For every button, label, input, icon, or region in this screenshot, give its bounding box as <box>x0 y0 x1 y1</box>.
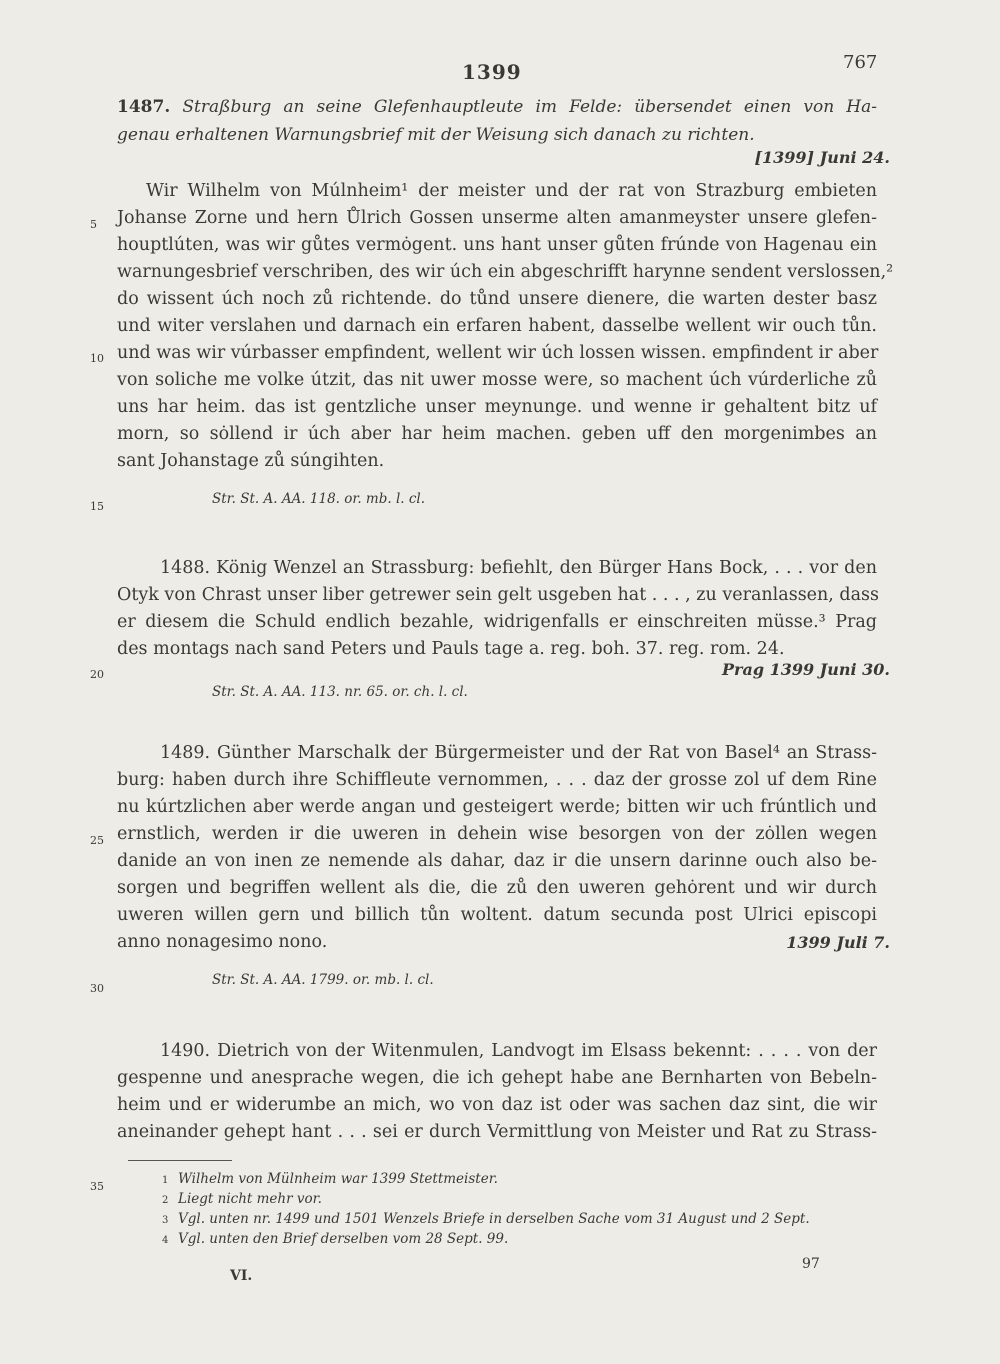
entry-1489-date: 1399 Juli 7. <box>786 933 890 952</box>
entry-1487-body-line: warnungesbrief verschriben, des wir úch ein abgeschrifft harynne sendent verslossen,² <box>117 262 894 282</box>
entry-1489-body-line: sorgen und begriffen wellent als die, die zů den uweren gehȯrent und wir durch <box>117 878 877 898</box>
entry-heading-text: Straßburg an seine Glefenhauptleute im Felde: übersendet einen von Ha- <box>182 97 877 117</box>
entry-1490-body-line: 1490. Dietrich von der Witenmulen, Landvogt im Elsass bekennt: . . . . von der <box>160 1041 877 1061</box>
entry-1487-heading-line-2: genau erhaltenen Warnungsbrief mit der Weisung sich danach zu richten. <box>117 125 755 145</box>
entry-1488-source: Str. St. A. AA. 113. nr. 65. or. ch. l. cl. <box>212 684 468 700</box>
margin-line-number: 20 <box>90 668 104 681</box>
footnote-text: Wilhelm von Mülnheim war 1399 Stettmeister. <box>178 1171 498 1187</box>
entry-1489-body-line: ernstlich, werden ir die uweren in dehein wise besorgen von der zȯllen wegen <box>117 824 877 844</box>
footnote <box>162 1211 810 1227</box>
entry-1489-body-line: uweren willen gern und billich tůn woltent. datum secunda post Ulrici episcopi <box>117 905 877 925</box>
margin-line-number: 25 <box>90 834 104 847</box>
entry-1488-date: Prag 1399 Juni 30. <box>721 660 890 679</box>
footnote <box>162 1191 322 1207</box>
entry-1487-body-line: morn, so sȯllend ir úch aber har heim machen. geben uff den morgenimbes an <box>117 424 877 444</box>
footnote-mark: 4 <box>162 1235 169 1246</box>
sheet-number: 97 <box>802 1256 820 1272</box>
margin-line-number: 5 <box>90 218 97 231</box>
margin-line-number: 15 <box>90 500 104 513</box>
entry-1487-body-line: do wissent úch noch zů richtende. do tůnd unsere dienere, die warten dester basz <box>117 289 877 309</box>
entry-1490-body-line: heim und er widerumbe an mich, wo von daz ist oder was sachen daz sint, die wir <box>117 1095 877 1115</box>
entry-1489-body-line: anno nonagesimo nono. <box>117 932 328 952</box>
entry-1489-body-line: burg: haben durch ihre Schiffleute vernommen, . . . daz der grosse zol uf dem Rine <box>117 770 877 790</box>
page-number: 767 <box>843 52 878 73</box>
entry-1490-body-line: gespenne und anesprache wegen, die ich gehept habe ane Bernharten von Bebeln- <box>117 1068 877 1088</box>
margin-line-number: 10 <box>90 352 104 365</box>
entry-1487-body-line: Johanse Zorne und hern Ůlrich Gossen unserme alten amanmeyster unsere glefen- <box>117 208 877 228</box>
footnote-mark: 1 <box>162 1175 169 1186</box>
entry-1489-body-line: danide an von inen ze nemende als dahar, daz ir die unsern darinne ouch also be- <box>117 851 877 871</box>
entry-number: 1487. <box>117 97 171 117</box>
entry-1487-body-line: houptlúten, was wir gůtes vermȯgent. uns hant unser gůten frúnde von Hagenau ein <box>117 235 877 255</box>
entry-1487-body-line: und was wir vúrbasser empfindent, wellent wir úch lossen wissen. empfindent ir aber <box>117 343 879 363</box>
signature-mark: VI. <box>230 1268 253 1284</box>
entry-1487-body-line: von soliche me volke útzit, das nit uwer mosse were, so machent úch vúrderliche zů <box>117 370 877 390</box>
entry-1488-body-line: er diesem die Schuld endlich bezahle, widrigenfalls er einschreiten müsse.³ Prag <box>117 612 877 632</box>
entry-1487-source: Str. St. A. AA. 118. or. mb. l. cl. <box>212 491 426 507</box>
entry-1487-body-line: uns har heim. das ist gentzliche unser meynunge. und wenne ir gehaltent bitz uf <box>117 397 877 417</box>
entry-1490-body-line: aneinander gehept hant . . . sei er durch Vermittlung von Meister und Rat zu Strass- <box>117 1122 877 1142</box>
entry-1488-body-line: Otyk von Chrast unser liber getrewer sein gelt usgeben hat . . . , zu veranlassen, dass <box>117 585 880 605</box>
running-head-year: 1399 <box>462 60 522 84</box>
entry-1487-body-line: Wir Wilhelm von Múlnheim¹ der meister und der rat von Strazburg embieten <box>146 181 877 201</box>
margin-line-number: 30 <box>90 982 104 995</box>
footnote-mark: 3 <box>162 1215 169 1226</box>
entry-1487-date: [1399] Juni 24. <box>754 148 890 167</box>
footnote-text: Liegt nicht mehr vor. <box>178 1191 322 1207</box>
entry-1489-body-line: nu kúrtzlichen aber werde angan und gesteigert werde; bitten wir uch frúntlich und <box>117 797 877 817</box>
margin-line-number: 35 <box>90 1180 104 1193</box>
entry-1488-body-line: des montags nach sand Peters und Pauls tage a. reg. boh. 37. reg. rom. 24. <box>117 639 785 659</box>
footnote-text: Vgl. unten nr. 1499 und 1501 Wenzels Briefe in derselben Sache vom 31 August und 2 Sept. <box>178 1211 810 1227</box>
footnote <box>162 1231 508 1247</box>
footnote <box>162 1171 498 1187</box>
entry-1487-body-line: und witer verslahen und darnach ein erfaren habent, dasselbe wellent wir ouch tůn. <box>117 316 877 336</box>
footnote-mark: 2 <box>162 1195 169 1206</box>
entry-1489-body-line: 1489. Günther Marschalk der Bürgermeister und der Rat von Basel⁴ an Strass- <box>160 743 877 763</box>
entry-1488-body-line: 1488. König Wenzel an Strassburg: befiehlt, den Bürger Hans Bock, . . . vor den <box>160 558 877 578</box>
footnote-rule <box>128 1160 232 1161</box>
footnote-text: Vgl. unten den Brief derselben vom 28 Sept. 99. <box>178 1231 509 1247</box>
entry-1487-heading-line-1 <box>117 96 877 118</box>
entry-1487-body-line: sant Johanstage zů súngihten. <box>117 451 385 471</box>
entry-1489-source: Str. St. A. AA. 1799. or. mb. l. cl. <box>212 972 434 988</box>
